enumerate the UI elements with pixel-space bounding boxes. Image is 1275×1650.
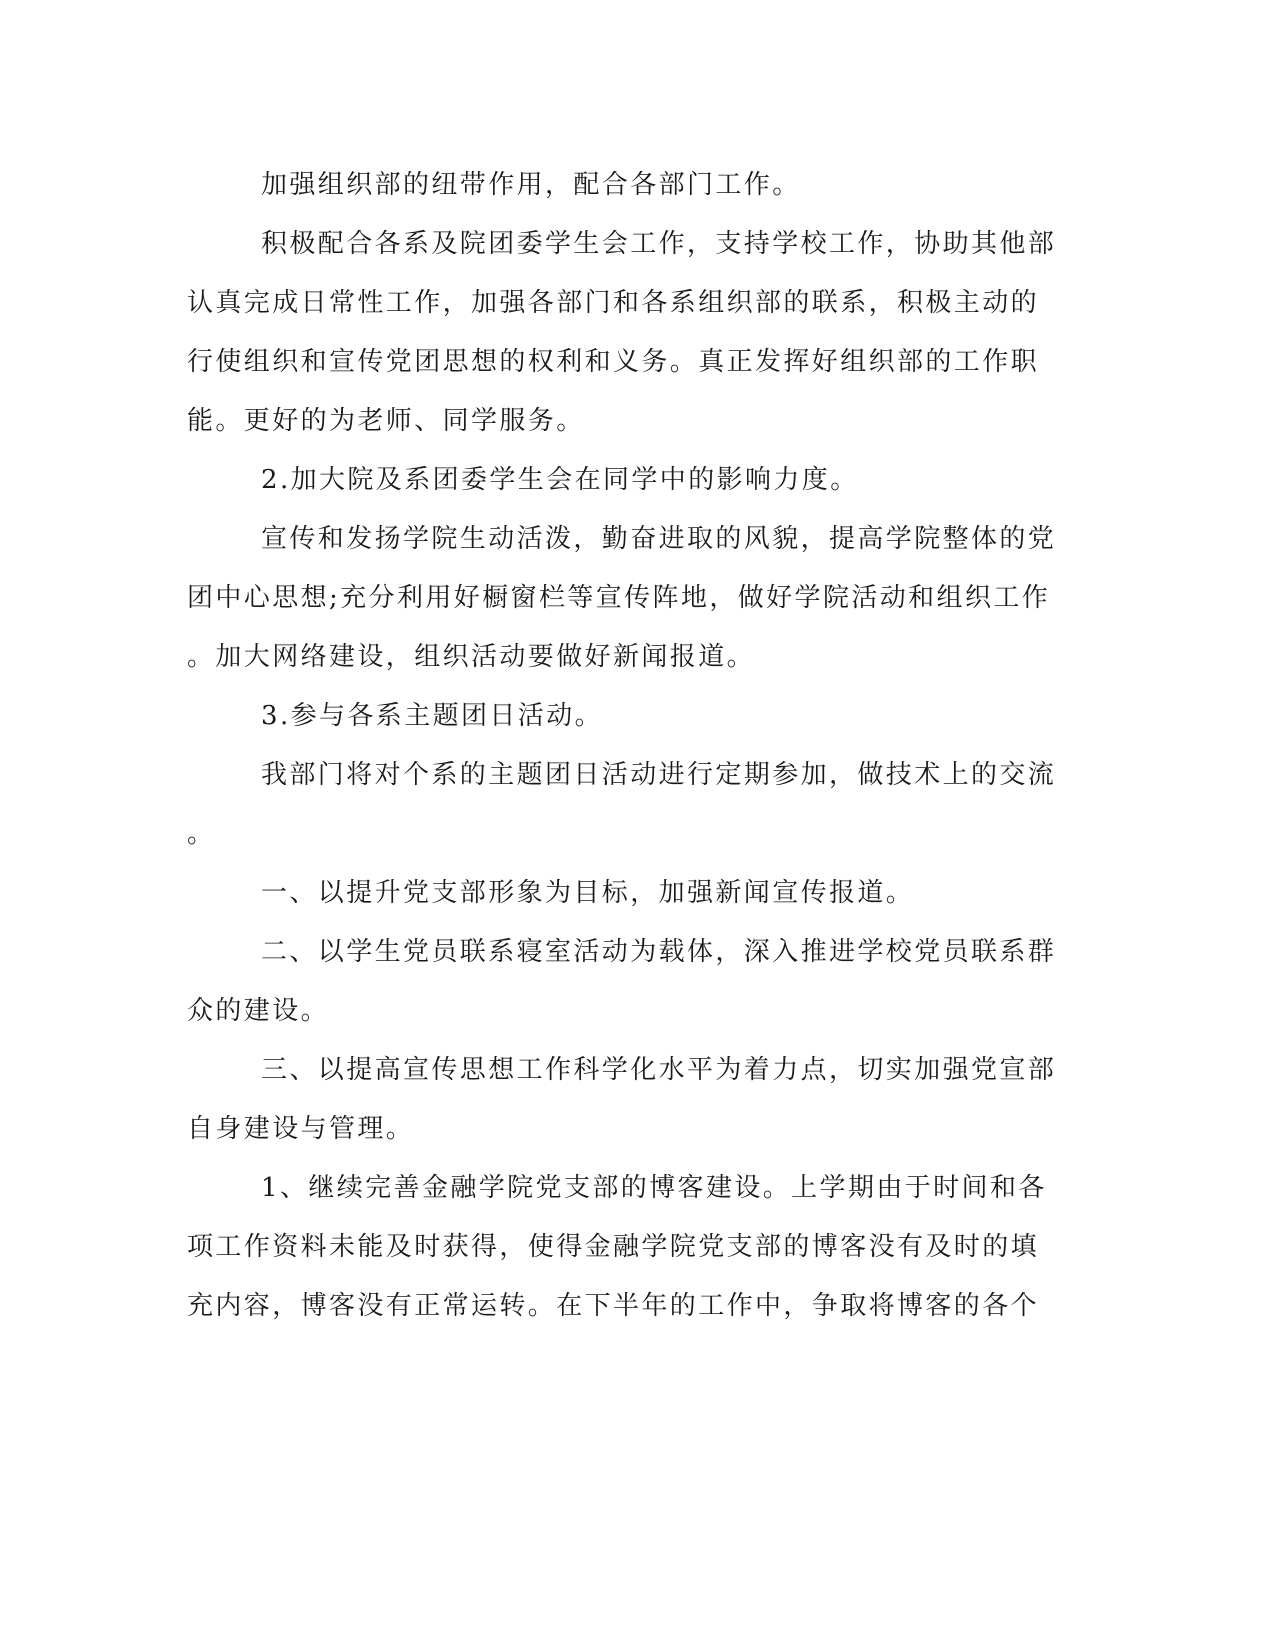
text-line: 宣传和发扬学院生动活泼，勤奋进取的风貌，提高学院整体的党	[261, 524, 1057, 554]
text-line: 我部门将对个系的主题团日活动进行定期参加，做技术上的交流	[261, 760, 1057, 790]
text-line: 一、以提升党支部形象为目标，加强新闻宣传报道。	[261, 878, 915, 908]
text-line: 认真完成日常性工作，加强各部门和各系组织部的联系，积极主动的	[187, 288, 1040, 318]
text-line: 自身建设与管理。	[187, 1114, 415, 1144]
text-line: 积极配合各系及院团委学生会工作，支持学校工作，协助其他部	[261, 229, 1057, 259]
text-line: 能。更好的为老师、同学服务。	[187, 406, 585, 436]
text-line: 加强组织部的纽带作用，配合各部门工作。	[261, 170, 801, 200]
text-line: 项工作资料未能及时获得，使得金融学院党支部的博客没有及时的填	[187, 1232, 1040, 1262]
text-line: 。加大网络建设，组织活动要做好新闻报道。	[187, 642, 756, 672]
text-line: 众的建设。	[187, 996, 330, 1026]
text-line: 。	[187, 819, 216, 849]
text-line: 行使组织和宣传党团思想的权利和义务。真正发挥好组织部的工作职	[187, 347, 1040, 377]
text-line: 2.加大院及系团委学生会在同学中的影响力度。	[261, 465, 859, 495]
text-line: 3.参与各系主题团日活动。	[261, 701, 604, 731]
text-line: 二、以学生党员联系寝室活动为载体，深入推进学校党员联系群	[261, 937, 1057, 967]
text-line: 团中心思想;充分利用好橱窗栏等宣传阵地，做好学院活动和组织工作	[187, 583, 1051, 613]
text-line: 充内容，博客没有正常运转。在下半年的工作中，争取将博客的各个	[187, 1291, 1040, 1321]
text-line: 1、继续完善金融学院党支部的博客建设。上学期由于时间和各	[261, 1173, 1047, 1203]
text-line: 三、以提高宣传思想工作科学化水平为着力点，切实加强党宣部	[261, 1055, 1057, 1085]
